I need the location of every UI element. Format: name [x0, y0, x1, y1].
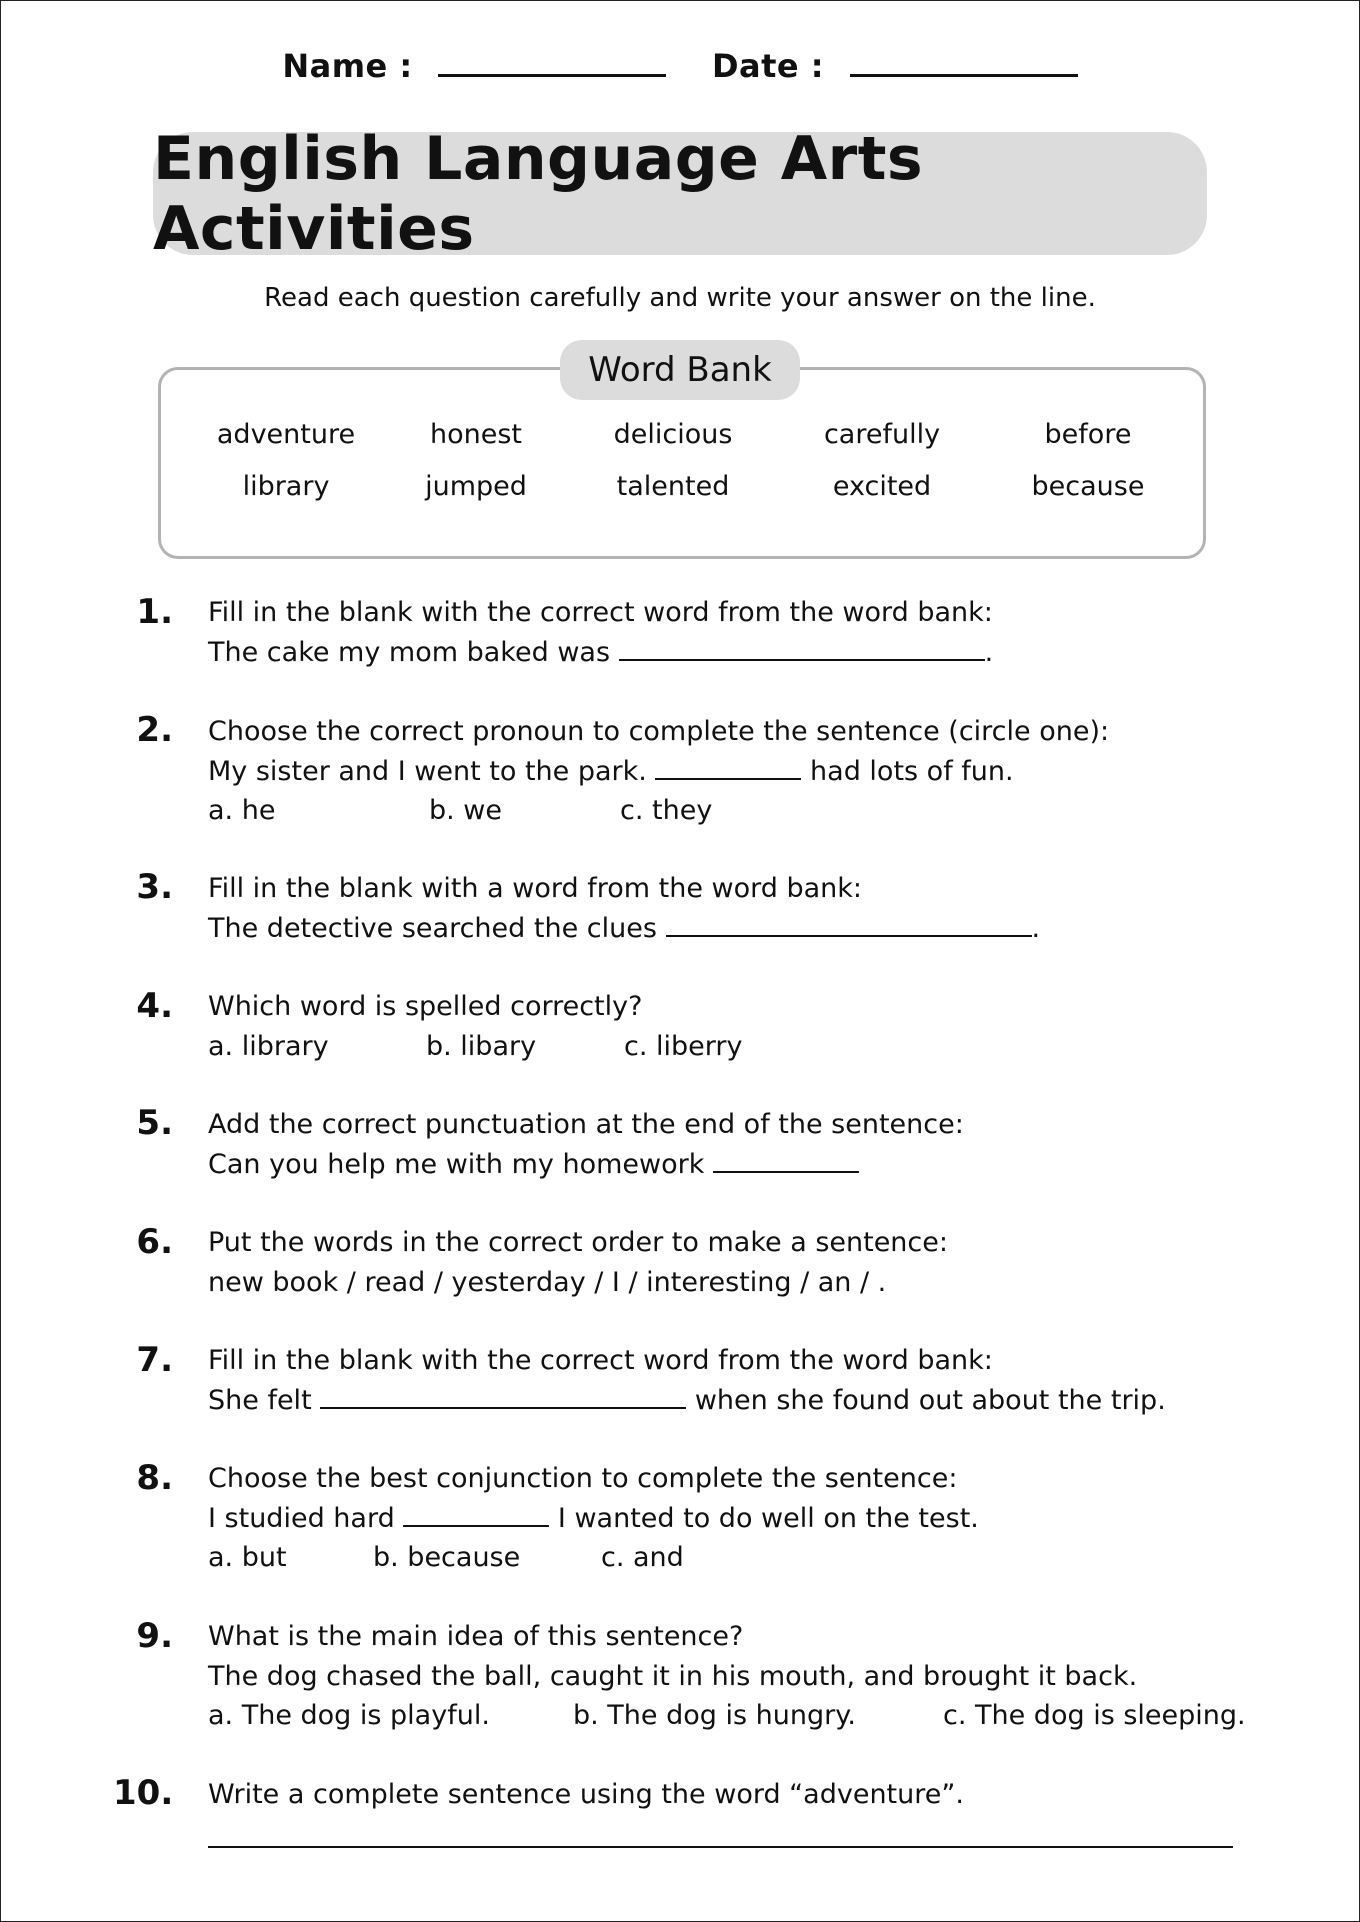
option[interactable]: c. The dog is sleeping.: [943, 1700, 1246, 1731]
word-bank-word: delicious: [613, 419, 733, 450]
instructions-text: Read each question carefully and write your answer on the line.: [264, 283, 1096, 313]
word-bank-word: adventure: [216, 419, 356, 450]
answer-blank[interactable]: [666, 915, 1032, 937]
sentence-end: .: [1031, 913, 1041, 944]
answer-blank[interactable]: [320, 1387, 686, 1409]
word-bank-label: Word Bank: [560, 340, 800, 400]
question-sentence: [208, 1149, 859, 1180]
sentence-start: She felt: [208, 1385, 312, 1416]
sentence-start: My sister and I went to the park.: [208, 756, 647, 787]
option[interactable]: a. but: [208, 1542, 287, 1573]
title-banner: [153, 123, 1207, 264]
question-number: 1.: [136, 592, 173, 632]
word-bank-word: talented: [616, 471, 730, 502]
word-bank-word: honest: [429, 419, 522, 450]
sentence-start: I studied hard: [208, 1503, 395, 1534]
question-sentence: [208, 913, 1040, 944]
name-field[interactable]: [438, 48, 666, 77]
question-sentence: [208, 637, 993, 668]
question-number: 7.: [136, 1340, 173, 1380]
word-bank-word: carefully: [823, 419, 941, 450]
answer-blank[interactable]: [655, 758, 801, 780]
date-label: Date :: [711, 47, 825, 85]
option[interactable]: a. library: [208, 1031, 329, 1062]
question-prompt: Write a complete sentence using the word “adventure”.: [208, 1779, 964, 1810]
question-prompt: Choose the correct pronoun to complete the sentence (circle one):: [208, 716, 1110, 747]
question-number: 10.: [113, 1773, 174, 1813]
option[interactable]: a. he: [208, 795, 276, 826]
question-number: 4.: [136, 986, 173, 1026]
page-title: English Language Arts Activities: [153, 123, 924, 264]
question-prompt: Fill in the blank with the correct word from the word bank:: [208, 1345, 993, 1376]
question-sentence: [208, 1503, 979, 1534]
question-sentence: The dog chased the ball, caught it in his mouth, and brought it back.: [208, 1661, 1138, 1692]
option[interactable]: b. The dog is hungry.: [573, 1700, 856, 1731]
question-number: 8.: [136, 1458, 173, 1498]
question-prompt: Fill in the blank with a word from the word bank:: [208, 873, 862, 904]
question-number: 3.: [136, 867, 173, 907]
sentence-end: I wanted to do well on the test.: [557, 1503, 979, 1534]
question-prompt: Choose the best conjunction to complete the sentence:: [208, 1463, 958, 1494]
answer-blank[interactable]: [403, 1505, 549, 1527]
answer-line[interactable]: [208, 1846, 1233, 1848]
word-bank-word: jumped: [425, 471, 527, 502]
option[interactable]: a. The dog is playful.: [208, 1700, 490, 1731]
option[interactable]: c. liberry: [624, 1031, 743, 1062]
option[interactable]: b. we: [429, 795, 502, 826]
question-prompt: Add the correct punctuation at the end of the sentence:: [208, 1109, 964, 1140]
question-prompt: Which word is spelled correctly?: [208, 991, 643, 1022]
question-prompt: Fill in the blank with the correct word from the word bank:: [208, 597, 993, 628]
sentence-start: The cake my mom baked was: [208, 637, 611, 668]
question-number: 5.: [136, 1103, 173, 1143]
name-label: Name :: [282, 47, 413, 85]
sentence-end: .: [984, 637, 994, 668]
date-field[interactable]: [850, 48, 1078, 77]
question-prompt: Put the words in the correct order to make a sentence:: [208, 1227, 948, 1258]
word-bank-word: library: [242, 471, 330, 502]
word-bank-word: excited: [832, 471, 932, 502]
sentence-start: Can you help me with my homework: [208, 1149, 705, 1180]
option[interactable]: b. libary: [426, 1031, 537, 1062]
answer-blank[interactable]: [619, 639, 985, 661]
question-number: 2.: [136, 710, 173, 750]
header-row: [1, 47, 1359, 85]
sentence-end: had lots of fun.: [810, 756, 1014, 787]
option[interactable]: c. and: [601, 1542, 684, 1573]
option[interactable]: c. they: [620, 795, 713, 826]
question-sentence: [208, 1385, 1166, 1416]
word-bank-word: because: [1031, 471, 1145, 502]
word-bank-word: before: [1044, 419, 1132, 450]
question-number: 9.: [136, 1616, 173, 1656]
question-sentence: new book / read / yesterday / I / interesting / an / .: [208, 1267, 887, 1298]
option[interactable]: b. because: [373, 1542, 521, 1573]
question-number: 6.: [136, 1222, 173, 1262]
question-prompt: What is the main idea of this sentence?: [208, 1621, 744, 1652]
sentence-start: The detective searched the clues: [208, 913, 657, 944]
sentence-end: when she found out about the trip.: [694, 1385, 1166, 1416]
question-sentence: [208, 756, 1014, 787]
answer-blank[interactable]: [713, 1151, 859, 1173]
